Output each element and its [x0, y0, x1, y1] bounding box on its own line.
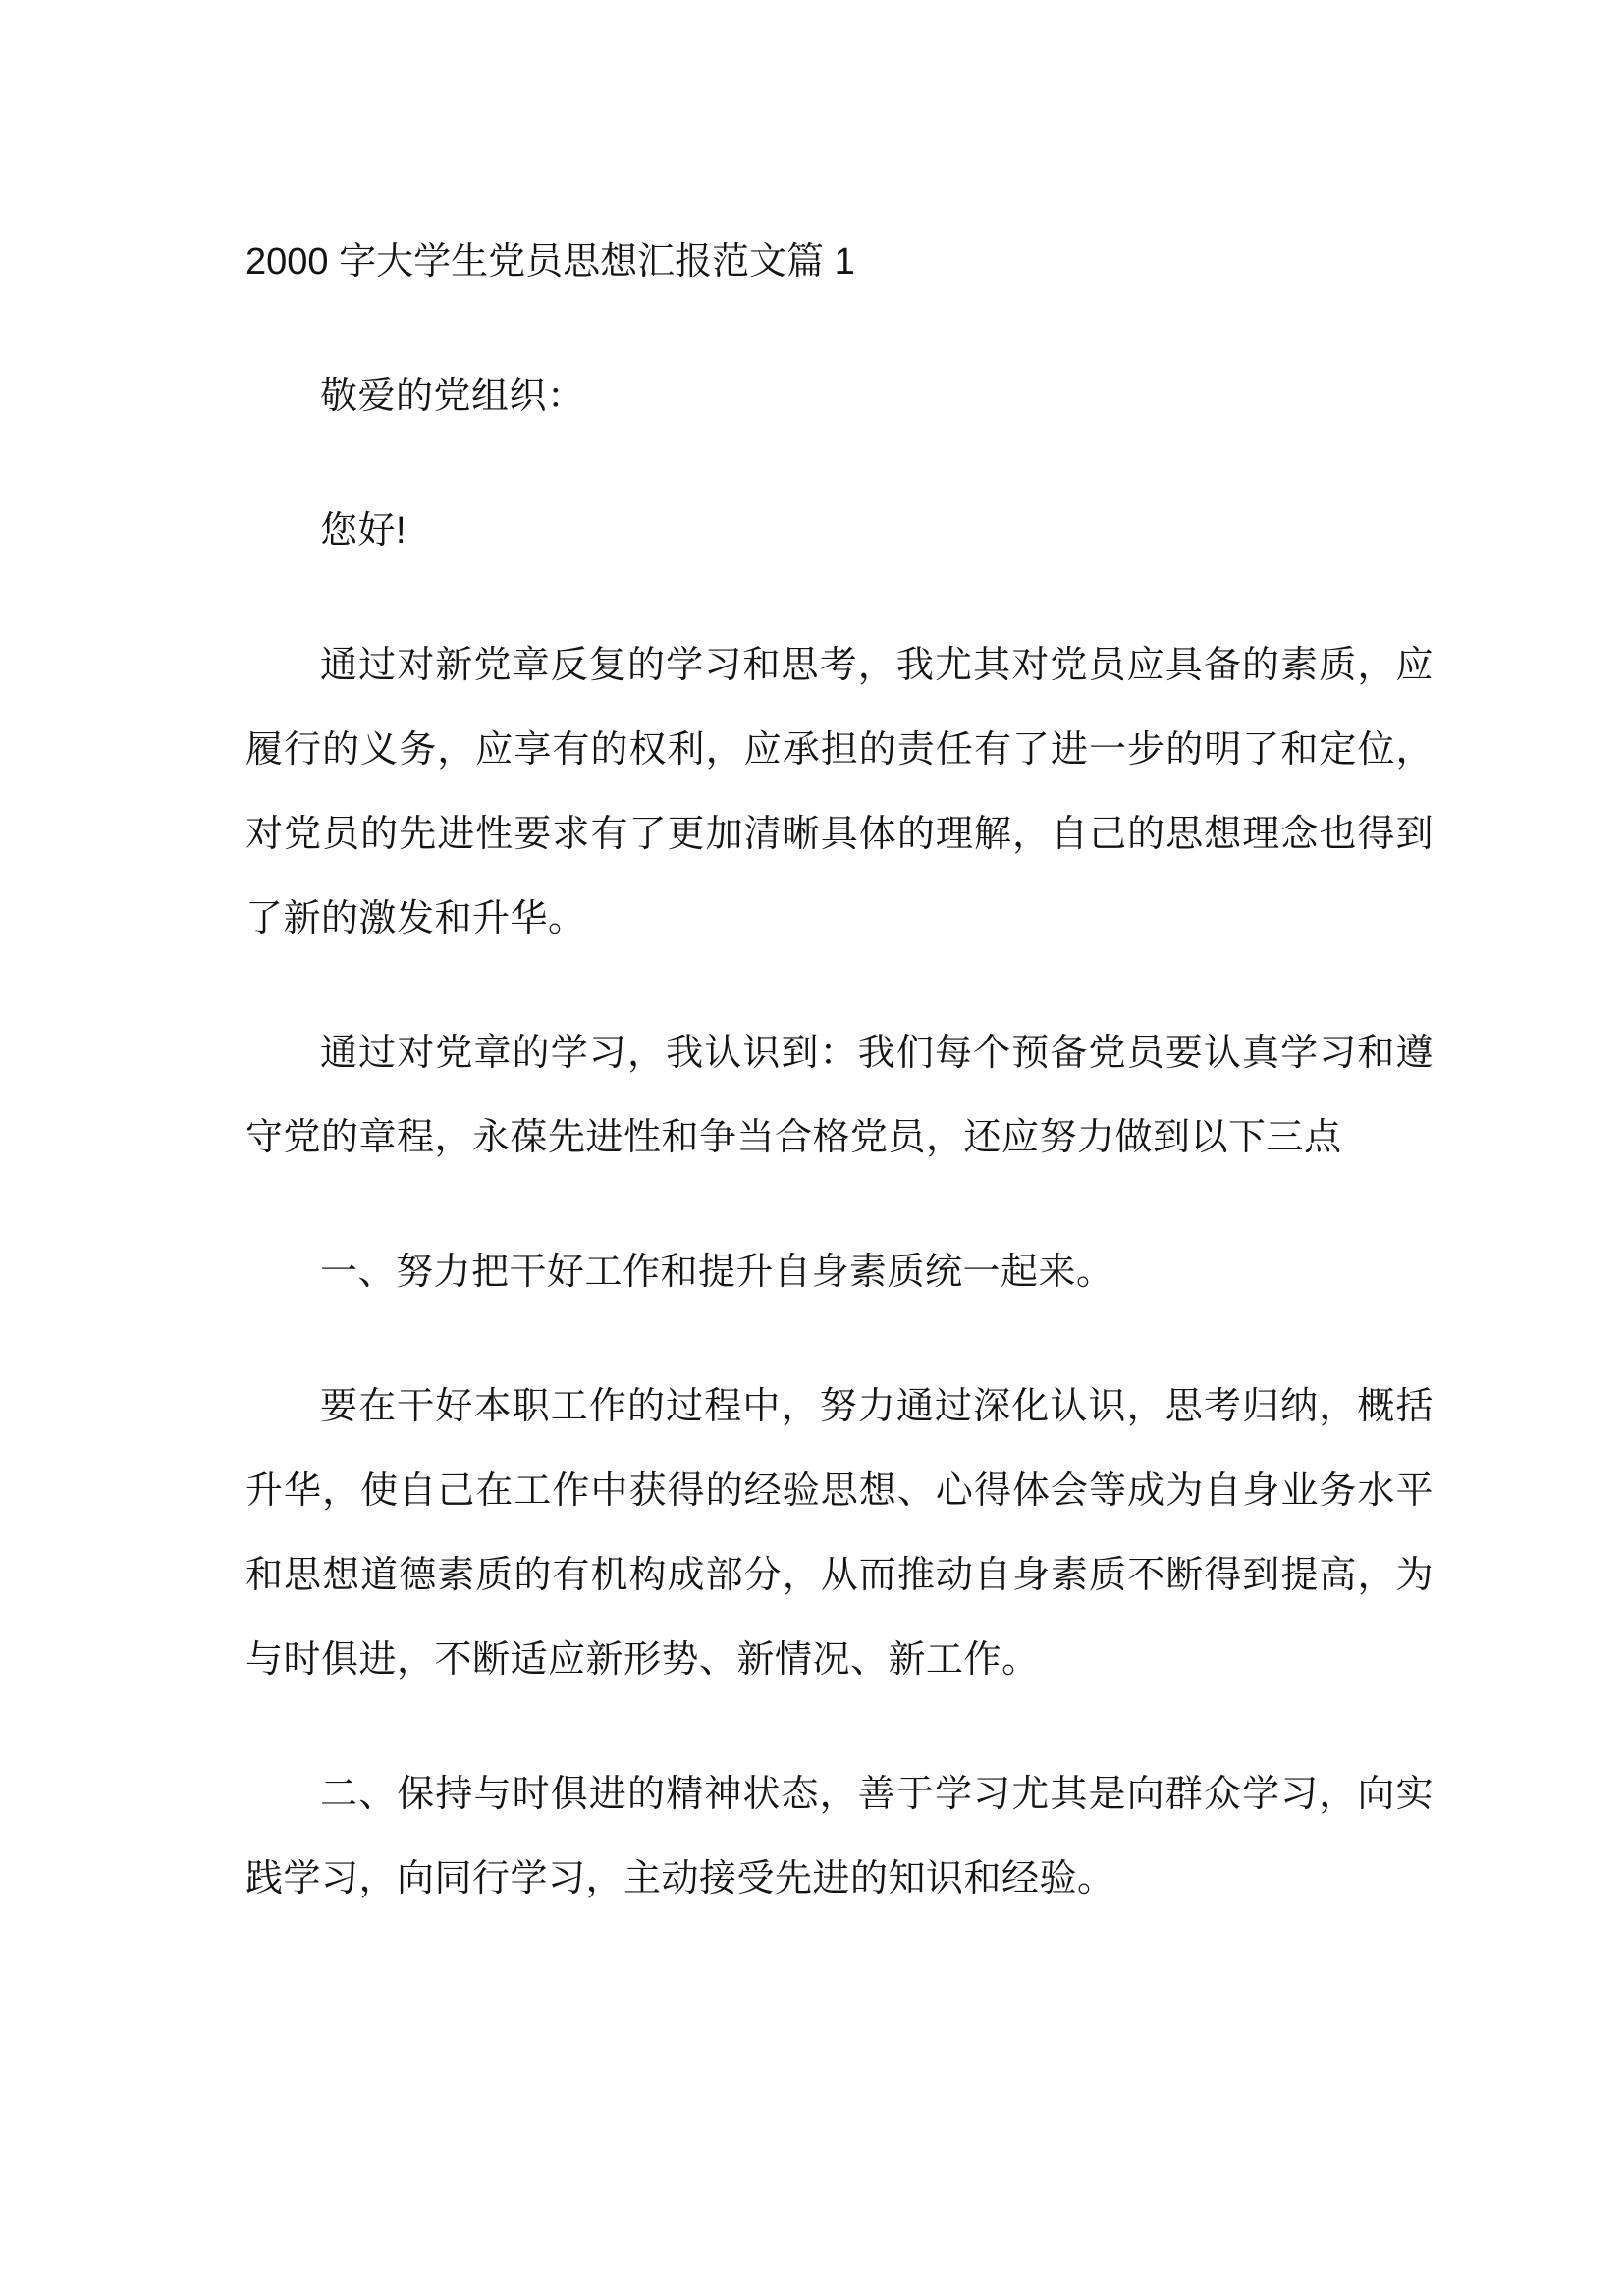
paragraph: 二、保持与时俱进的精神状态，善于学习尤其是向群众学习，向实践学习，向同行学习，主动接受先进的知识和经验。: [245, 1774, 1434, 1899]
paragraph: 您好!: [320, 510, 407, 552]
paragraph: 一、努力把干好工作和提升自身素质统一起来。: [320, 1252, 1114, 1293]
paragraph: 通过对新党章反复的学习和思考，我尤其对党员应具备的素质，应履行的义务，应享有的权利，应承担的责任有了进一步的明了和定位，对党员的先进性要求有了更加清晰具体的理解，自己的思想理念也得到了新的激发和升华。: [245, 645, 1434, 939]
paragraph: 敬爱的党组织：: [320, 376, 585, 417]
paragraph: 通过对党章的学习，我认识到：我们每个预备党员要认真学习和遵守党的章程，永葆先进性和争当合格党员，还应努力做到以下三点: [245, 1033, 1434, 1158]
paragraph: 要在干好本职工作的过程中，努力通过深化认识，思考归纳，概括升华，使自己在工作中获得的经验思想、心得体会等成为自身业务水平和思想道德素质的有机构成部分，从而推动自身素质不断得到提高，为与时俱进，不断适应新形势、新情况、新工作。: [245, 1386, 1434, 1681]
document-body: [245, 354, 1434, 1921]
document-title: 2000 字大学生党员思想汇报范文篇 1: [245, 241, 855, 283]
